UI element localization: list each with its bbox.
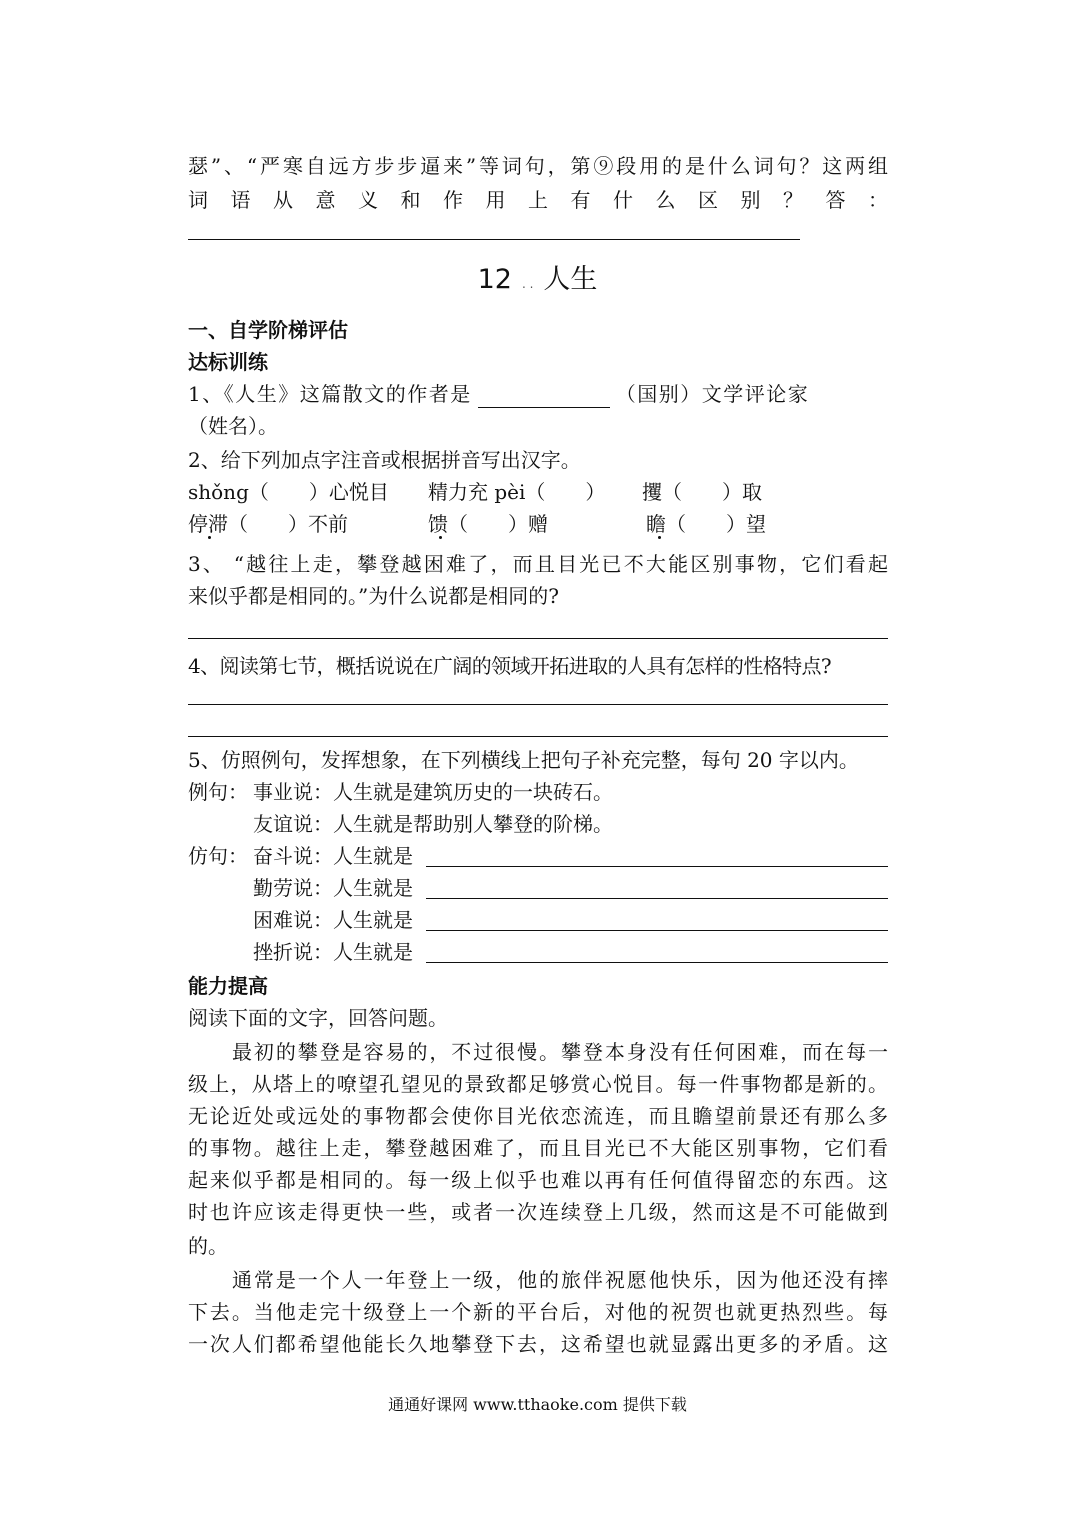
passage-line: 一次人们都希望他能长久地攀登下去，这希望也就显露出更多的矛盾。这 — [188, 1332, 888, 1356]
prev-line-2: 词语从意义和作用上有什么区别？答： — [188, 188, 888, 212]
lesson-name: 人生 — [543, 264, 598, 295]
prev-line-1: 瑟”、“严寒自远方步步逼来”等词句，第⑨段用的是什么词句？这两组 — [188, 154, 888, 178]
question-5: 5、仿照例句，发挥想象，在下列横线上把句子补充完整，每句 20 字以内。 — [188, 748, 859, 772]
q2-item-5: 馈（ ）赠 — [428, 512, 548, 536]
passage-line: 的事物。越往上走，攀登越困难了，而且目光已不大能区别事物，它们看 — [188, 1136, 888, 1160]
passage-line: 级上，从塔上的嘹望孔望见的景致都足够赏心悦目。每一件事物都是新的。 — [188, 1072, 888, 1096]
q2-item-2: 精力充 pèi（ ） — [428, 480, 606, 504]
answer-line — [188, 239, 800, 240]
q2-item-3: 攫（ ）取 — [642, 480, 762, 504]
lesson-number: 12 — [477, 264, 512, 295]
question-1 — [188, 380, 809, 408]
imitate-item-3: 困难说：人生就是 — [253, 908, 413, 932]
passage-line: 时也许应该走得更快一些，或者一次连续登上几级，然而这是不可能做到 — [188, 1200, 888, 1224]
example-label: 例句： — [188, 780, 248, 804]
reading-instruction: 阅读下面的文字，回答问题。 — [188, 1006, 448, 1030]
q1-text-b: （国别）文学评论家 — [615, 382, 810, 406]
question-3-line-1: 3、 “越往上走，攀登越困难了，而且目光已不大能区别事物，它们看起 — [188, 552, 888, 576]
answer-line — [426, 930, 888, 931]
question-3-line-2: 来似乎都是相同的。”为什么说都是相同的? — [188, 584, 559, 608]
question-1-cont: （姓名）。 — [188, 414, 278, 438]
passage-line: 通常是一个人一年登上一级，他的旅伴祝愿他快乐，因为他还没有摔 — [232, 1268, 888, 1292]
imitate-item-1: 奋斗说：人生就是 — [253, 844, 413, 868]
answer-line — [426, 898, 888, 899]
answer-line — [188, 704, 888, 705]
title-dots: . . — [521, 277, 534, 291]
subheading-ability: 能力提高 — [188, 974, 268, 998]
passage-line: 下去。当他走完十级登上一个新的平台后，对他的祝贺也就更热烈些。每 — [188, 1300, 888, 1324]
q2-item-1: shǒng（ ）心悦目 — [188, 480, 389, 504]
imitate-item-2: 勤劳说：人生就是 — [253, 876, 413, 900]
emphasis-dot — [208, 536, 211, 539]
passage-line: 无论近处或远处的事物都会使你目光依恋流连，而且瞻望前景还有那么多 — [188, 1104, 888, 1128]
q2-item-6: 瞻（ ）望 — [646, 512, 766, 536]
question-4: 4、阅读第七节，概括说说在广阔的领域开拓进取的人具有怎样的性格特点? — [188, 654, 832, 678]
q1-text-a: 1、《人生》这篇散文的作者是 — [188, 382, 472, 406]
answer-line — [188, 638, 888, 639]
subheading-practice: 达标训练 — [188, 350, 268, 374]
emphasis-dot — [439, 536, 442, 539]
page-footer: 通通好课网 www.tthaoke.com 提供下载 — [388, 1395, 687, 1414]
passage-line: 的。 — [188, 1234, 228, 1258]
example-1: 事业说：人生就是建筑历史的一块砖石。 — [253, 780, 613, 804]
question-2: 2、给下列加点字注音或根据拼音写出汉字。 — [188, 448, 581, 472]
passage-line: 最初的攀登是容易的，不过很慢。攀登本身没有任何困难，而在每一 — [232, 1040, 888, 1064]
answer-line — [426, 866, 888, 867]
passage-line: 起来似乎都是相同的。每一级上似乎也难以再有任何值得留恋的东西。这 — [188, 1168, 888, 1192]
answer-line — [188, 736, 888, 737]
q1-blank — [478, 383, 610, 408]
answer-line — [426, 962, 888, 963]
example-2: 友谊说：人生就是帮助别人攀登的阶梯。 — [253, 812, 613, 836]
section-heading: 一、自学阶梯评估 — [188, 318, 348, 342]
imitate-label: 仿句： — [188, 844, 248, 868]
q2-item-4: 停滞（ ）不前 — [188, 512, 348, 536]
emphasis-dot — [658, 536, 661, 539]
lesson-title — [0, 262, 1075, 302]
imitate-item-4: 挫折说：人生就是 — [253, 940, 413, 964]
